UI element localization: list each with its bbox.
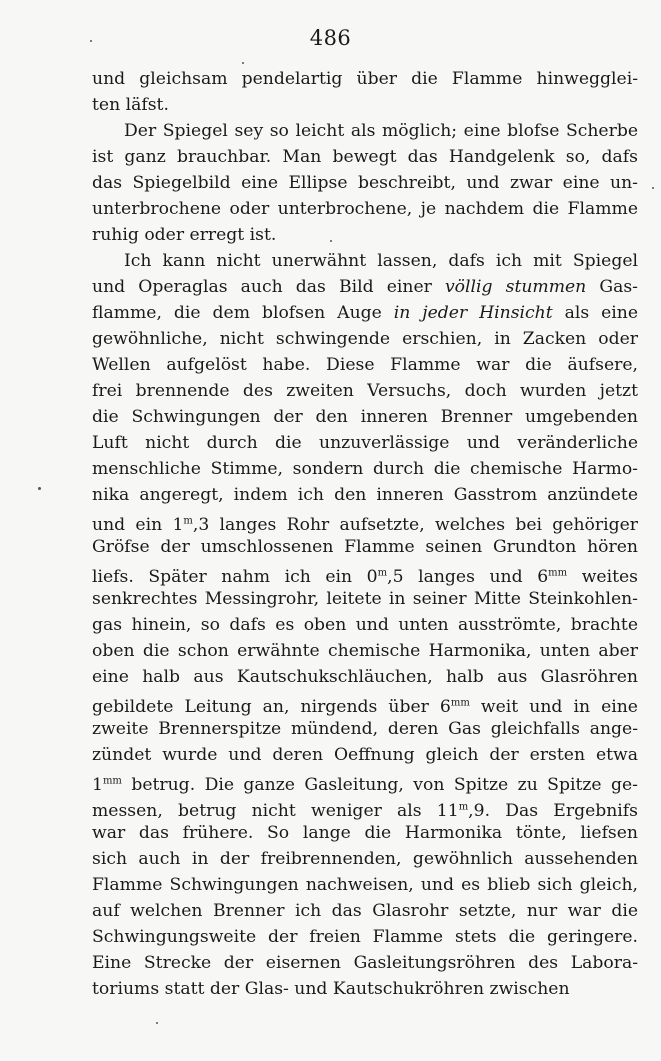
text-line [92,794,638,820]
paragraph [92,248,638,1002]
line-text: das Spiegelbild eine Ellipse beschreibt, und zwar eine un- [92,173,638,193]
line-text: eine halb aus Kautschukschläuchen, halb aus Glasröhren [92,667,638,687]
text-line [92,196,638,222]
line-text: zündet wurde und deren Oeffnung gleich der ersten etwa [92,745,638,765]
emphasized-text: in jeder Hinsicht [393,303,553,323]
text-line [92,66,638,92]
text-line [92,508,638,534]
text-line [92,170,638,196]
text-line [92,92,638,118]
text-line [92,664,638,690]
line-text: toriums statt der Glas- und Kautschukröhren zwischen [92,979,570,999]
line-text: frei brennende des zweiten Versuchs, doch wurden jetzt [92,381,638,401]
line-text: Luft nicht durch die unzuverlässige und veränderliche [92,433,638,453]
line-text: ten läfst. [92,95,169,115]
text-line [92,976,638,1002]
line-text: gas hinein, so dafs es oben und unten ausströmte, brachte [92,615,638,635]
line-text: senkrechtes Messingrohr, leitete in seiner Mitte Steinkohlen- [92,589,638,609]
text-line [92,534,638,560]
text-line [92,560,638,586]
text-line [92,612,638,638]
text-line [92,118,638,144]
page-number: 486 [309,26,352,50]
text-line [92,924,638,950]
line-text: Ich kann nicht unerwähnt lassen, dafs ich mit Spiegel [124,251,638,271]
text-line [92,378,638,404]
line-text: oben die schon erwähnte chemische Harmonika, unten aber [92,641,638,661]
line-text: gebildete Leitung an, nirgends über $6^{mm}$ weit und in eine [92,696,638,716]
print-speck [330,240,332,242]
text-line [92,482,638,508]
line-text: und Operaglas auch das Bild einer [92,277,445,297]
text-line [92,586,638,612]
line-text: zweite Brennerspitze mündend, deren Gas gleichfalls ange- [92,719,638,739]
text-line [92,820,638,846]
print-speck [90,40,92,42]
line-text: war das frühere. So lange die Harmonika tönte, liefsen [92,823,638,843]
text-line [92,222,638,248]
line-text: und gleichsam pendelartig über die Flamme hinwegglei- [92,69,638,89]
text-line [92,430,638,456]
print-speck [242,62,244,64]
text-line [92,274,638,300]
text-line [92,950,638,976]
print-speck [156,1022,158,1024]
line-text: nika angeregt, indem ich den inneren Gasstrom anzündete [92,485,638,505]
paragraph [92,118,638,248]
text-line [92,846,638,872]
line-text: liefs. Später nahm ich ein 0$^m$,5 langes und $6^{mm}$ weites [92,566,638,586]
text-line [92,638,638,664]
line-text: menschliche Stimme, sondern durch die chemische Harmo- [92,459,638,479]
paragraph [92,66,638,118]
line-text: ist ganz brauchbar. Man bewegt das Handgelenk so, dafs [92,147,638,167]
body-text [92,66,638,1002]
line-text: Schwingungsweite der freien Flamme stets die geringere. [92,927,638,947]
line-text: gewöhnliche, nicht schwingende erschien, in Zacken oder [92,329,638,349]
line-text: unterbrochene oder unterbrochene, je nachdem die Flamme [92,199,638,219]
line-text: Flamme Schwingungen nachweisen, und es blieb sich gleich, [92,875,638,895]
text-line [92,690,638,716]
line-text-tail: Gas- [586,277,638,297]
text-line [92,456,638,482]
line-text: Gröfse der umschlossenen Flamme seinen Grundton hören [92,537,638,557]
text-line [92,716,638,742]
line-text: die Schwingungen der den inneren Brenner umgebenden [92,407,638,427]
line-text: ruhig oder erregt ist. [92,225,277,245]
line-text: Wellen aufgelöst habe. Diese Flamme war die äufsere, [92,355,638,375]
print-speck [38,487,41,490]
text-line [92,300,638,326]
line-text: messen, betrug nicht weniger als 11$^m$,9. Das Ergebnifs [92,800,638,820]
text-line [92,742,638,768]
text-line [92,248,638,274]
text-line [92,872,638,898]
text-line [92,898,638,924]
line-text: sich auch in der freibrennenden, gewöhnlich aussehenden [92,849,638,869]
text-line [92,404,638,430]
line-text: Eine Strecke der eisernen Gasleitungsröhren des Labora- [92,953,638,973]
line-text: auf welchen Brenner ich das Glasrohr setzte, nur war die [92,901,638,921]
line-text-tail: als eine [552,303,638,323]
line-text: Der Spiegel sey so leicht als möglich; eine blofse Scherbe [124,121,638,141]
line-text: $1^{mm}$ betrug. Die ganze Gasleitung, von Spitze zu Spitze ge- [92,774,638,794]
text-line [92,768,638,794]
text-line [92,326,638,352]
text-line [92,352,638,378]
text-line [92,144,638,170]
line-text: und ein 1$^m$,3 langes Rohr aufsetzte, welches bei gehöriger [92,514,638,534]
line-text: flamme, die dem blofsen Auge [92,303,394,323]
print-speck [652,187,654,189]
emphasized-text: völlig stummen [444,277,587,297]
